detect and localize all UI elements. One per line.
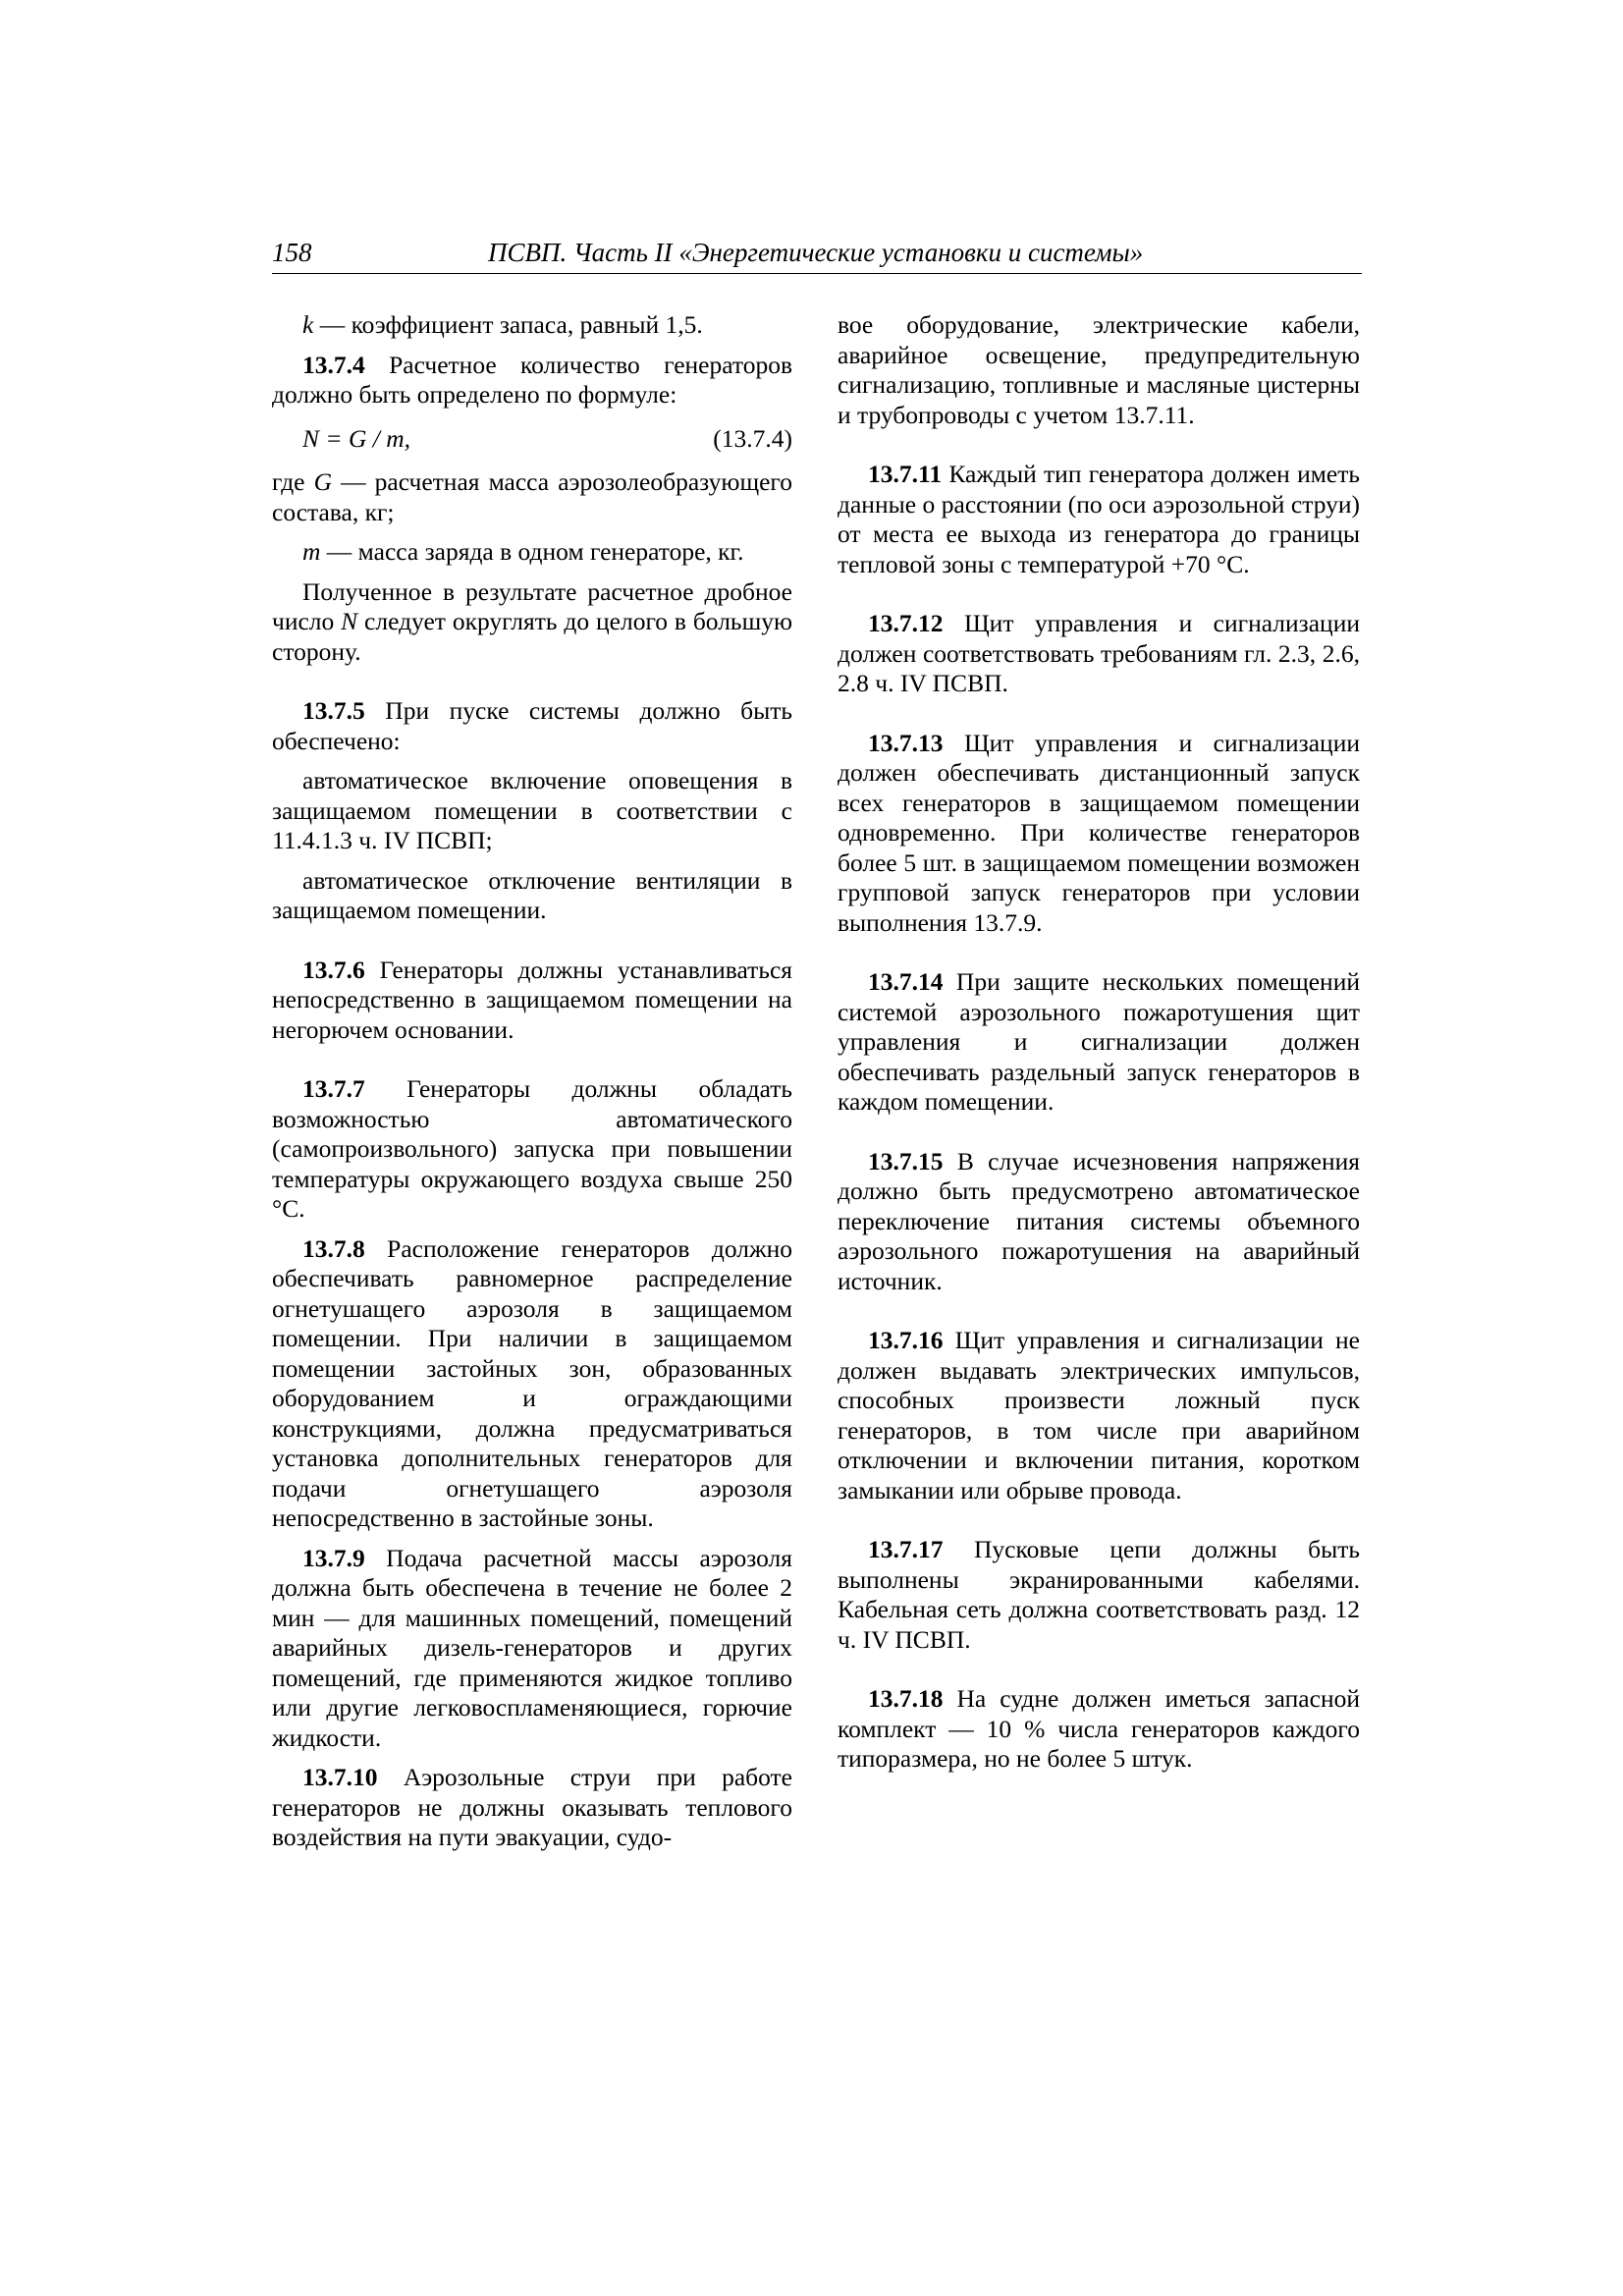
section-13-7-11 [838,460,1360,579]
m-symbol: m [302,537,321,566]
section-number: 13.7.11 [868,460,943,488]
section-13-7-17 [838,1535,1360,1655]
section-text: При защите нескольких помещений системой аэрозольного пожаротушения щит управления и сигнализации должен обеспечивать раздельный запуск генераторов в каждом помещении. [838,967,1360,1116]
section-13-7-6 [272,956,792,1046]
section-13-7-12 [838,609,1360,699]
formula-13-7-4 [272,424,792,455]
rounding-text-b: следует округлять до целого в большую сторону. [272,607,793,666]
section-number: 13.7.6 [302,955,365,984]
section-text: В случае исчезновения напряжения должно быть предусмотрено автоматическое переключение питания системы объемного аэрозольного пожаротушения на аварийный источник. [838,1146,1360,1295]
section-13-7-9 [272,1544,792,1754]
n-symbol: N [341,607,358,635]
section-number: 13.7.14 [868,967,944,996]
section-13-7-18 [838,1684,1360,1775]
section-13-7-15 [838,1147,1360,1297]
section-text: Расчетное количество генераторов должно быть определено по формуле: [272,350,792,409]
section-13-7-14 [838,967,1360,1118]
m-definition [272,537,792,568]
k-definition-text: — коэффициент запаса, равный 1,5. [313,310,703,339]
section-number: 13.7.18 [868,1684,944,1713]
section-text: Генераторы должны устанавливаться непосредственно в защищаемом помещении на негорючем основании. [272,955,792,1044]
section-13-7-4 [272,351,792,410]
section-13-7-16 [838,1326,1360,1505]
section-text: Пусковые цепи должны быть выполнены экранированными кабелями. Кабельная сеть должна соответствовать разд. 12 ч. IV ПСВП. [838,1535,1360,1654]
page-number: 158 [272,238,312,267]
section-text: Щит управления и сигнализации должен обеспечивать дистанционный запуск всех генераторов в защищаемом помещении одновременно. При количестве генераторов более 5 шт. в защищаемом помещении возможен групповой запуск генераторов при условии выполнения 13.7.9. [838,728,1360,937]
section-number: 13.7.17 [868,1535,944,1563]
right-column [838,310,1360,1775]
formula-expression: N = G / m, [302,423,411,453]
section-13-7-10 [272,1763,792,1853]
section-number: 13.7.9 [302,1543,365,1572]
section-number: 13.7.7 [302,1074,365,1103]
section-number: 13.7.4 [302,350,365,379]
rounding-text-a: Полученное в результате расчетное дробное число [272,576,792,635]
section-13-7-5-item-1: автоматическое включение оповещения в защищаемом помещении в соответствии с 11.4.1.3 ч. IV ПСВП; [272,766,792,854]
section-number: 13.7.5 [302,696,365,725]
section-text: На судне должен иметься запасной комплект — 10 % числа генераторов каждого типоразмера, но не более 5 штук. [838,1684,1360,1773]
g-symbol: G [313,467,332,496]
section-number: 13.7.12 [868,609,944,637]
section-13-7-5 [272,696,792,756]
section-number: 13.7.16 [868,1326,944,1354]
g-definition-text: — расчетная масса аэрозолеобразующего состава, кг; [272,467,792,526]
section-number: 13.7.15 [868,1146,944,1175]
section-text: Подача расчетной массы аэрозоля должна быть обеспечена в течение не более 2 мин — для машинных помещений, помещений аварийных дизель-генераторов и других помещений, где применяются жидкое топливо или другие легковоспламеняющиеся, горючие жидкости. [272,1543,792,1752]
section-text: Расположение генераторов должно обеспечивать равномерное распределение огнетушащего аэрозоля в защищаемом помещении. При наличии в защищаемом помещении застойных зон, образованных оборудованием и ограждающими конструкциями, должна предусматриваться установка дополнительных генераторов для подачи огнетушащего аэрозоля непосредственно в застойные зоны. [272,1233,792,1532]
section-number: 13.7.13 [868,728,944,757]
section-number: 13.7.10 [302,1763,378,1791]
section-text: Щит управления и сигнализации не должен выдавать электрических импульсов, способных произвести ложный пуск генераторов, в том числе при аварийном отключении и включении питания, коротком замыкании или обрыве провода. [838,1326,1360,1504]
left-column [272,310,792,1853]
where-prefix: где [272,467,314,496]
running-header [272,236,1362,274]
m-definition-text: — масса заряда в одном генераторе, кг. [320,537,744,566]
section-text: Генераторы должны обладать возможностью автоматического (самопроизвольного) запуска при повышении температуры окружающего воздуха свыше 250 °С. [272,1074,792,1223]
formula-label: (13.7.4) [713,423,792,453]
section-13-7-5-item-2: автоматическое отключение вентиляции в защищаемом помещении. [272,865,792,924]
section-number: 13.7.8 [302,1233,365,1263]
section-text: При пуске системы должно быть обеспечено: [272,696,792,755]
section-13-7-10-continued: вое оборудование, электрические кабели, аварийное освещение, предупредительную сигнализацию, топливные и масляные цистерны и трубопроводы с учетом 13.7.11. [838,310,1360,429]
section-13-7-13 [838,729,1360,939]
running-title: ПСВП. Часть II «Энергетические установки и системы» [488,238,1144,267]
rounding-note [272,577,792,668]
k-definition [272,310,792,341]
section-text: Каждый тип генератора должен иметь данные о расстоянии (по оси аэрозольной струи) от места ее выхода из генератора до границы тепловой зоны с температурой +70 °С. [838,460,1360,578]
section-13-7-7 [272,1074,792,1225]
section-text: Аэрозольные струи при работе генераторов не должны оказывать теплового воздействия на пути эвакуации, судо- [272,1763,792,1851]
section-text: Щит управления и сигнализации должен соответствовать требованиям гл. 2.3, 2.6, 2.8 ч. IV ПСВП. [838,609,1360,697]
section-13-7-8 [272,1234,792,1534]
where-g-definition [272,467,792,527]
k-symbol: k [302,310,314,339]
